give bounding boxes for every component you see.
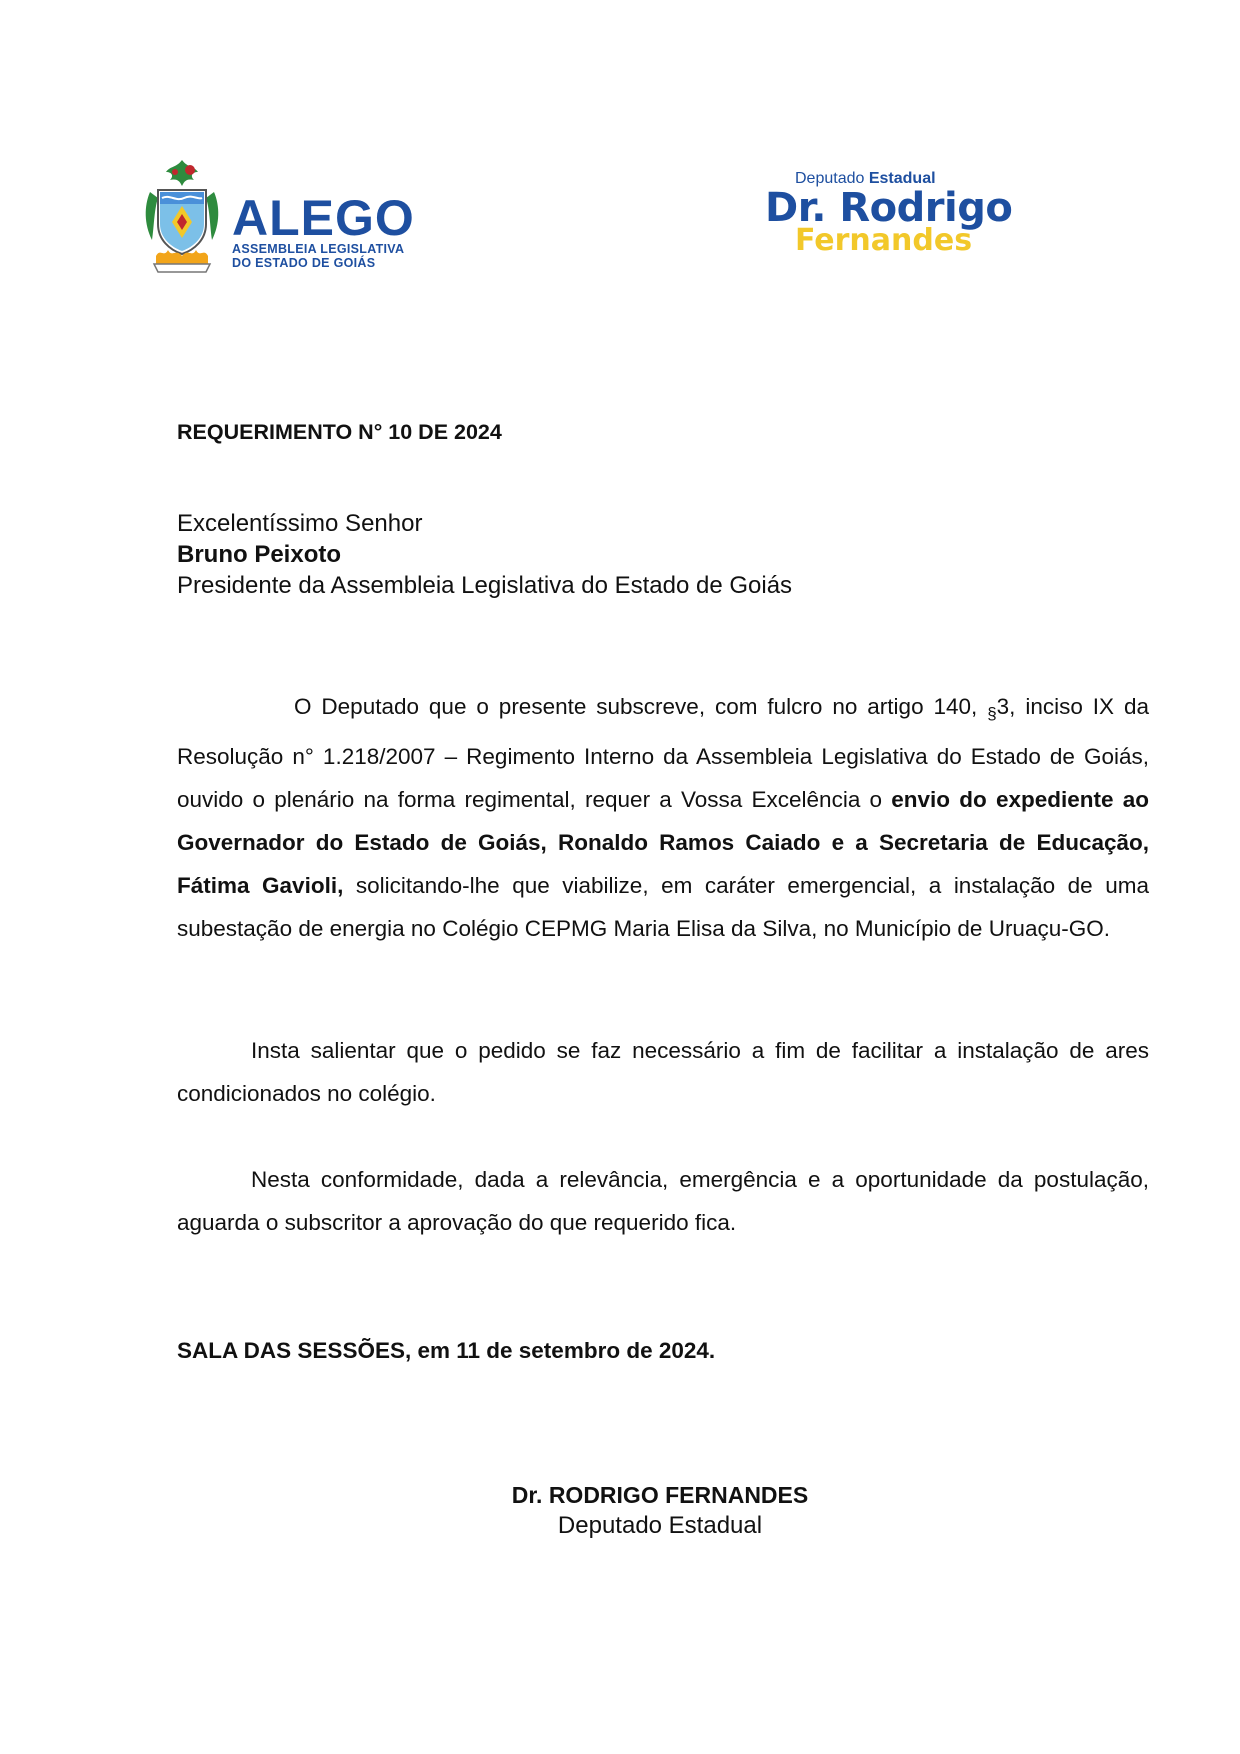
deputy-logo xyxy=(765,170,1025,265)
paragraph-1-part-1: O Deputado que o presente subscreve, com fulcro no artigo 140, xyxy=(294,694,988,719)
deputy-logo-label-bold: Estadual xyxy=(868,170,936,187)
alego-subtitle-line2: DO ESTADO DE GOIÁS xyxy=(232,256,376,270)
body-paragraph-3: Nesta conformidade, dada a relevância, emergência e a oportunidade da postulação, aguarda o subscritor a aprovação do que requerido fica. xyxy=(177,1167,1149,1235)
addressee-salutation: Excelentíssimo Senhor xyxy=(177,510,423,537)
closing-line: SALA DAS SESSÕES, em 11 de setembro de 2024. xyxy=(177,1338,716,1363)
paragraph-1-bold: envio do expediente ao Governador do Estado de Goiás, Ronaldo Ramos Caiado e a Secretaria de Educação, Fátima Gavioli, xyxy=(177,787,1149,898)
addressee-name: Bruno Peixoto xyxy=(177,541,342,568)
deputy-logo-label-prefix: Deputado xyxy=(795,170,869,187)
signature-block xyxy=(420,1480,900,1541)
paragraph-1-part-2: 3, inciso IX da Resolução n° 1.218/2007 – Regimento Interno da Assembleia Legislativa do Estado de Goiás, ouvido o plenário na forma regimental, requer a Vossa Excelência o xyxy=(177,694,1149,812)
addressee-role: Presidente da Assembleia Legislativa do Estado de Goiás xyxy=(177,572,793,599)
deputy-logo-name: Dr. Rodrigo xyxy=(765,185,1013,231)
paragraph-1-part-3: solicitando-lhe que viabilize, em caráter emergencial, a instalação de uma subestação de energia no Colégio CEPMG Maria Elisa da Silva, no Município de Uruaçu-GO. xyxy=(177,873,1149,941)
section-sign: § xyxy=(987,704,997,723)
alego-logo xyxy=(140,158,440,278)
signer-role: Deputado Estadual xyxy=(557,1512,763,1539)
alego-name: ALEGO xyxy=(232,190,415,246)
body-paragraph-1 xyxy=(177,685,1149,950)
document-title: REQUERIMENTO N° 10 DE 2024 xyxy=(177,420,502,444)
coat-of-arms-icon xyxy=(140,158,224,276)
alego-subtitle-line1: ASSEMBLEIA LEGISLATIVA xyxy=(232,242,405,256)
signer-name: Dr. RODRIGO FERNANDES xyxy=(511,1482,809,1508)
alego-wordmark xyxy=(232,190,415,270)
body-paragraph-2: Insta salientar que o pedido se faz necessário a fim de facilitar a instalação de ares condicionados no colégio. xyxy=(177,1038,1149,1106)
deputy-logo-surname: Fernandes xyxy=(795,223,973,258)
